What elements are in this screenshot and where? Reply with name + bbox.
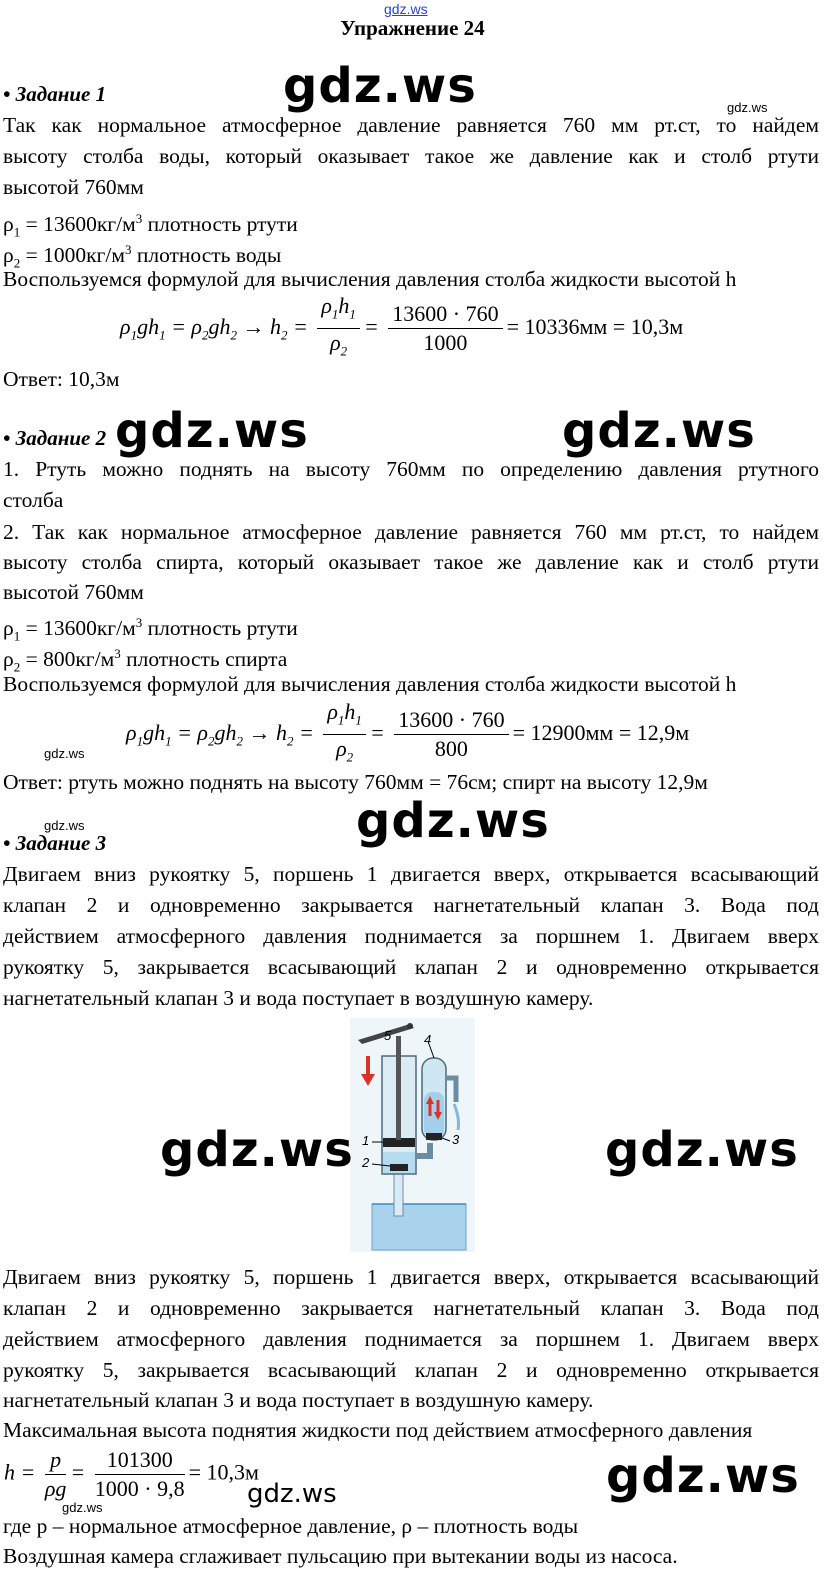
- watermark-big: gdz.ws: [562, 403, 756, 459]
- task3-para1-line: клапан 2 и одновременно закрывается нагнетательный клапан 3. Вода под: [3, 893, 819, 917]
- watermark-big: gdz.ws: [356, 793, 550, 849]
- task2-rho1: $\rho_1 = 13600кг/м^3$ плотность ртути: [3, 615, 298, 644]
- task2-line: 2. Так как нормальное атмосферное давление равняется 760 мм рт.ст, то найдем: [3, 520, 819, 544]
- page-title: Упражнение 24: [340, 16, 485, 40]
- figure-label-3: 3: [452, 1132, 460, 1147]
- task3-para1-line: нагнетательный клапан 3 и вода поступает в воздушную камеру.: [3, 986, 594, 1010]
- task1-line: Так как нормальное атмосферное давление равняется 760 мм рт.ст, то найдем: [3, 113, 819, 137]
- watermark-big: gdz.ws: [115, 403, 309, 459]
- task3-max-height: Максимальная высота поднятия жидкости под действием атмосферного давления: [3, 1418, 753, 1442]
- task3-para2-line: действием атмосферного давления поднимается за поршнем 1. Двигаем вверх: [3, 1327, 819, 1351]
- task2-line: столба: [3, 488, 64, 512]
- pump-figure: [350, 1018, 475, 1252]
- figure-label-4: 4: [424, 1032, 432, 1047]
- watermark-small: gdz.ws: [62, 1500, 103, 1515]
- watermark-link[interactable]: gdz.ws: [384, 1, 428, 17]
- task3-para1-line: рукоятку 5, закрывается всасывающий клапан 2 и одновременно открывается: [3, 955, 819, 979]
- task3-conclusion: Воздушная камера сглаживает пульсацию при вытекании воды из насоса.: [3, 1544, 678, 1568]
- task2-use-formula: Воспользуемся формулой для вычисления давления столба жидкости высотой h: [3, 672, 737, 696]
- figure-label-5: 5: [384, 1028, 392, 1043]
- task3-para1-line: Двигаем вниз рукоятку 5, поршень 1 двигается вверх, открывается всасывающий: [3, 862, 819, 886]
- task2-line: 1. Ртуть можно поднять на высоту 760мм по определению давления ртутного: [3, 457, 819, 481]
- task1-rho2: $\rho_2 = 1000кг/м^3$ плотность воды: [3, 242, 282, 271]
- task3-where: где p – нормальное атмосферное давление, ρ – плотность воды: [3, 1514, 579, 1538]
- task3-para1-line: действием атмосферного давления поднимается за поршнем 1. Двигаем вверх: [3, 924, 819, 948]
- task2-header: • Задание 2: [3, 426, 107, 450]
- watermark-big: gdz.ws: [283, 58, 477, 114]
- task1-use-formula: Воспользуемся формулой для вычисления давления столба жидкости высотой h: [3, 267, 737, 291]
- task3-para2-line: клапан 2 и одновременно закрывается нагнетательный клапан 3. Вода под: [3, 1296, 819, 1320]
- watermark-medium: gdz.ws: [247, 1479, 337, 1509]
- watermark-small: gdz.ws: [44, 746, 85, 761]
- task2-formula: $\rho_1gh_1 = \rho_2gh_2 \to h_2$ = $\frac{\rho_1h_1}{\rho_2}$ = $\frac{13600 \cdot 760}{800}$ = 12900мм = 12,9м: [126, 699, 690, 765]
- task3-para2-line: Двигаем вниз рукоятку 5, поршень 1 двигается вверх, открывается всасывающий: [3, 1265, 819, 1289]
- task2-rho2: $\rho_2 = 800кг/м^3$ плотность спирта: [3, 646, 288, 675]
- task1-answer: Ответ: 10,3м: [3, 367, 120, 391]
- task1-rho1: $\rho_1 = 13600кг/м^3$ плотность ртути: [3, 211, 298, 240]
- task3-header: • Задание 3: [3, 831, 107, 855]
- figure-label-1: 1: [362, 1133, 370, 1148]
- watermark-small: gdz.ws: [727, 100, 768, 115]
- task2-answer: Ответ: ртуть можно поднять на высоту 760мм = 76см; спирт на высоту 12,9м: [3, 770, 708, 794]
- task1-header: • Задание 1: [3, 82, 107, 106]
- task2-line: высоту столба спирта, который оказывает такое же давление как и столб ртути: [3, 550, 819, 574]
- task2-line: высотой 760мм: [3, 580, 144, 604]
- task3-formula: h = $\frac{p}{\rho g}$ = $\frac{101300}{1000 \cdot 9,8}$ = 10,3м: [4, 1447, 259, 1501]
- task1-line: высоту столба воды, который оказывает такое же давление как и столб ртути: [3, 144, 819, 168]
- task1-line: высотой 760мм: [3, 175, 144, 199]
- figure-label-2: 2: [362, 1155, 370, 1170]
- watermark-big: gdz.ws: [160, 1122, 354, 1178]
- watermark-big: gdz.ws: [606, 1448, 800, 1504]
- task3-para2-line: нагнетательный клапан 3 и вода поступает в воздушную камеру.: [3, 1388, 594, 1412]
- watermark-big: gdz.ws: [605, 1122, 799, 1178]
- task1-formula: $\rho_1gh_1 = \rho_2gh_2 \to h_2$ = $\frac{\rho_1h_1}{\rho_2}$ = $\frac{13600 \cdot 760}{1000}$ = 10336мм = 10,3м: [120, 293, 684, 359]
- watermark-small: gdz.ws: [44, 818, 85, 833]
- task3-para2-line: рукоятку 5, закрывается всасывающий клапан 2 и одновременно открывается: [3, 1358, 819, 1382]
